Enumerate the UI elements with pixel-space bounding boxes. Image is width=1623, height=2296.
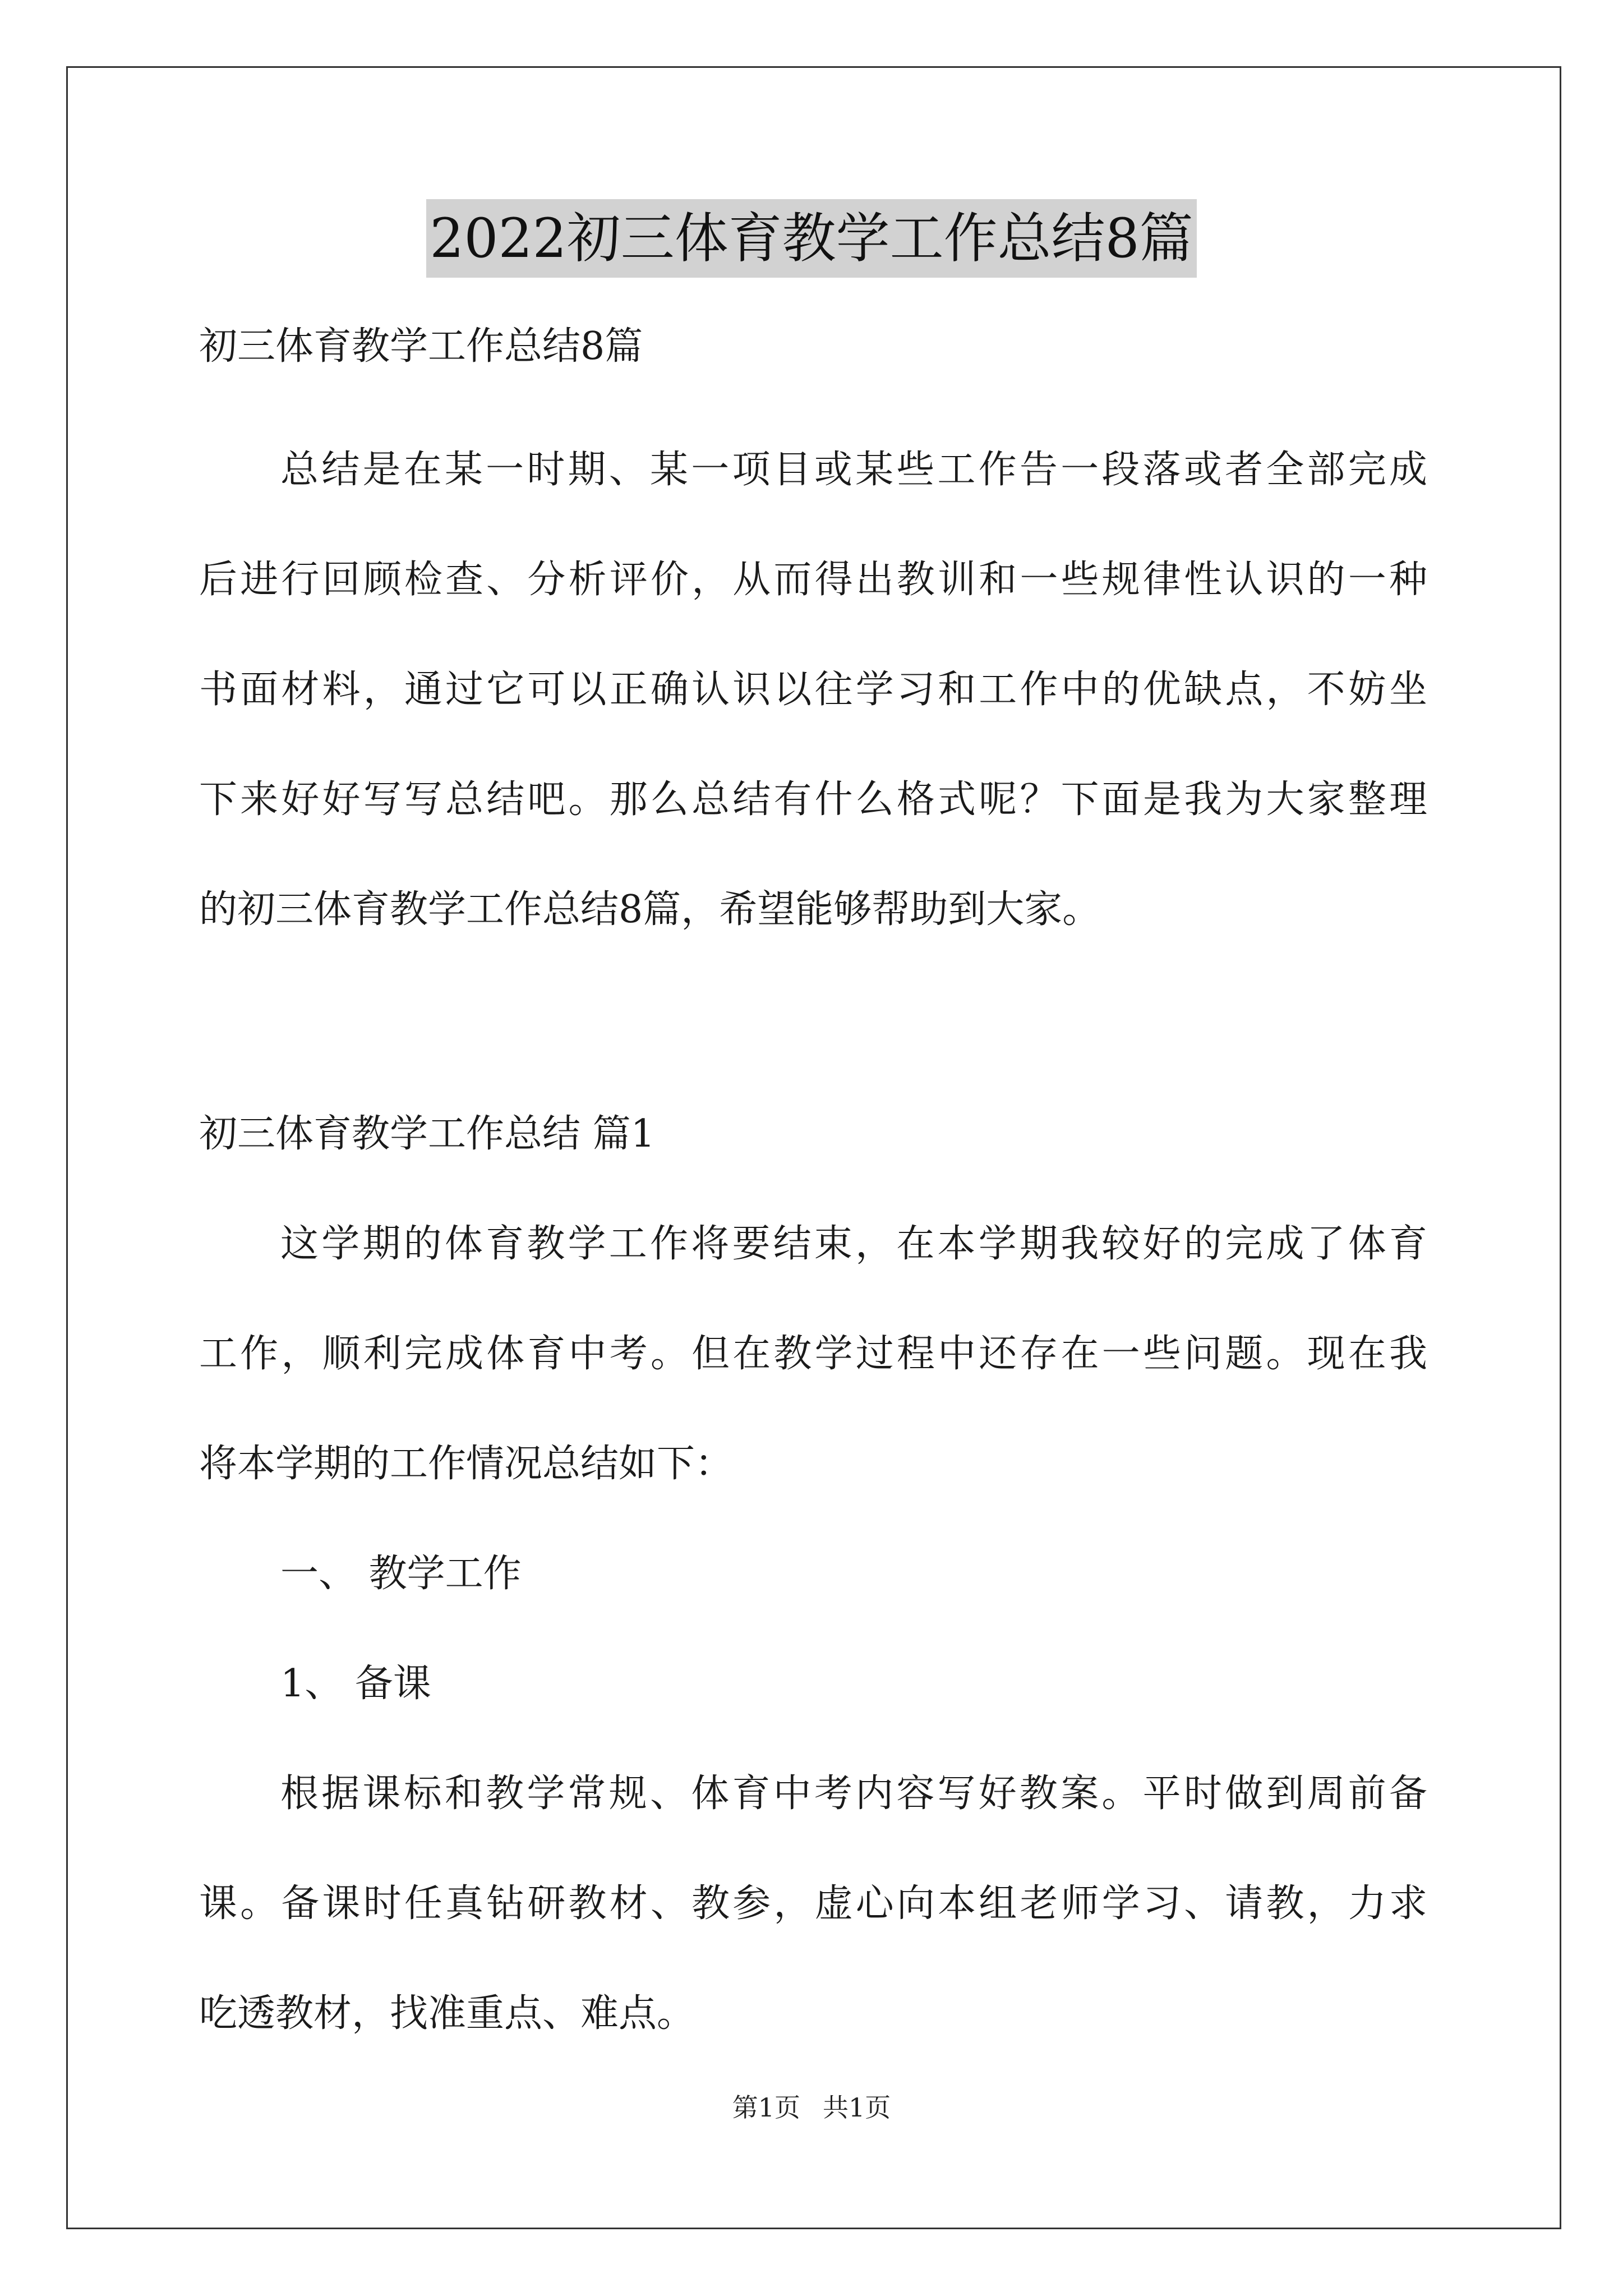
document-title: 2022初三体育教学工作总结8篇 [426, 199, 1196, 278]
intro-line-3: 书面材料，通过它可以正确认识以往学习和工作中的优缺点，不妨坐 [199, 668, 1427, 712]
section-1-line-3: 将本学期的工作情况总结如下： [199, 1442, 734, 1486]
section-1-line-1: 这学期的体育教学工作将要结束，在本学期我较好的完成了体育 [280, 1222, 1427, 1266]
title-container [0, 199, 1623, 278]
page-number-current: 第1页 [732, 2092, 800, 2123]
page-number-total: 共1页 [823, 2092, 891, 2123]
intro-line-5: 的初三体育教学工作总结8篇，希望能够帮助到大家。 [199, 887, 1101, 932]
heading-lesson-prep: 1、 备课 [280, 1662, 431, 1706]
heading-teaching-work: 一、 教学工作 [280, 1552, 522, 1596]
intro-line-2: 后进行回顾检查、分析评价，从而得出教训和一些规律性认识的一种 [199, 558, 1427, 602]
page-footer [0, 2091, 1623, 2124]
intro-line-4: 下来好好写写总结吧。那么总结有什么格式呢？下面是我为大家整理 [199, 777, 1427, 822]
section-1-line-2: 工作，顺利完成体育中考。但在教学过程中还存在一些问题。现在我 [199, 1332, 1427, 1376]
section-1-heading: 初三体育教学工作总结 篇1 [199, 1112, 655, 1156]
prep-line-1: 根据课标和教学常规、体育中考内容写好教案。平时做到周前备 [280, 1772, 1427, 1816]
prep-line-2: 课。备课时任真钻研教材、教参，虚心向本组老师学习、请教，力求 [199, 1881, 1427, 1926]
intro-line-1: 总结是在某一时期、某一项目或某些工作告一段落或者全部完成 [280, 448, 1427, 492]
document-subtitle: 初三体育教学工作总结8篇 [199, 324, 643, 369]
prep-line-3: 吃透教材，找准重点、难点。 [199, 1991, 695, 2036]
